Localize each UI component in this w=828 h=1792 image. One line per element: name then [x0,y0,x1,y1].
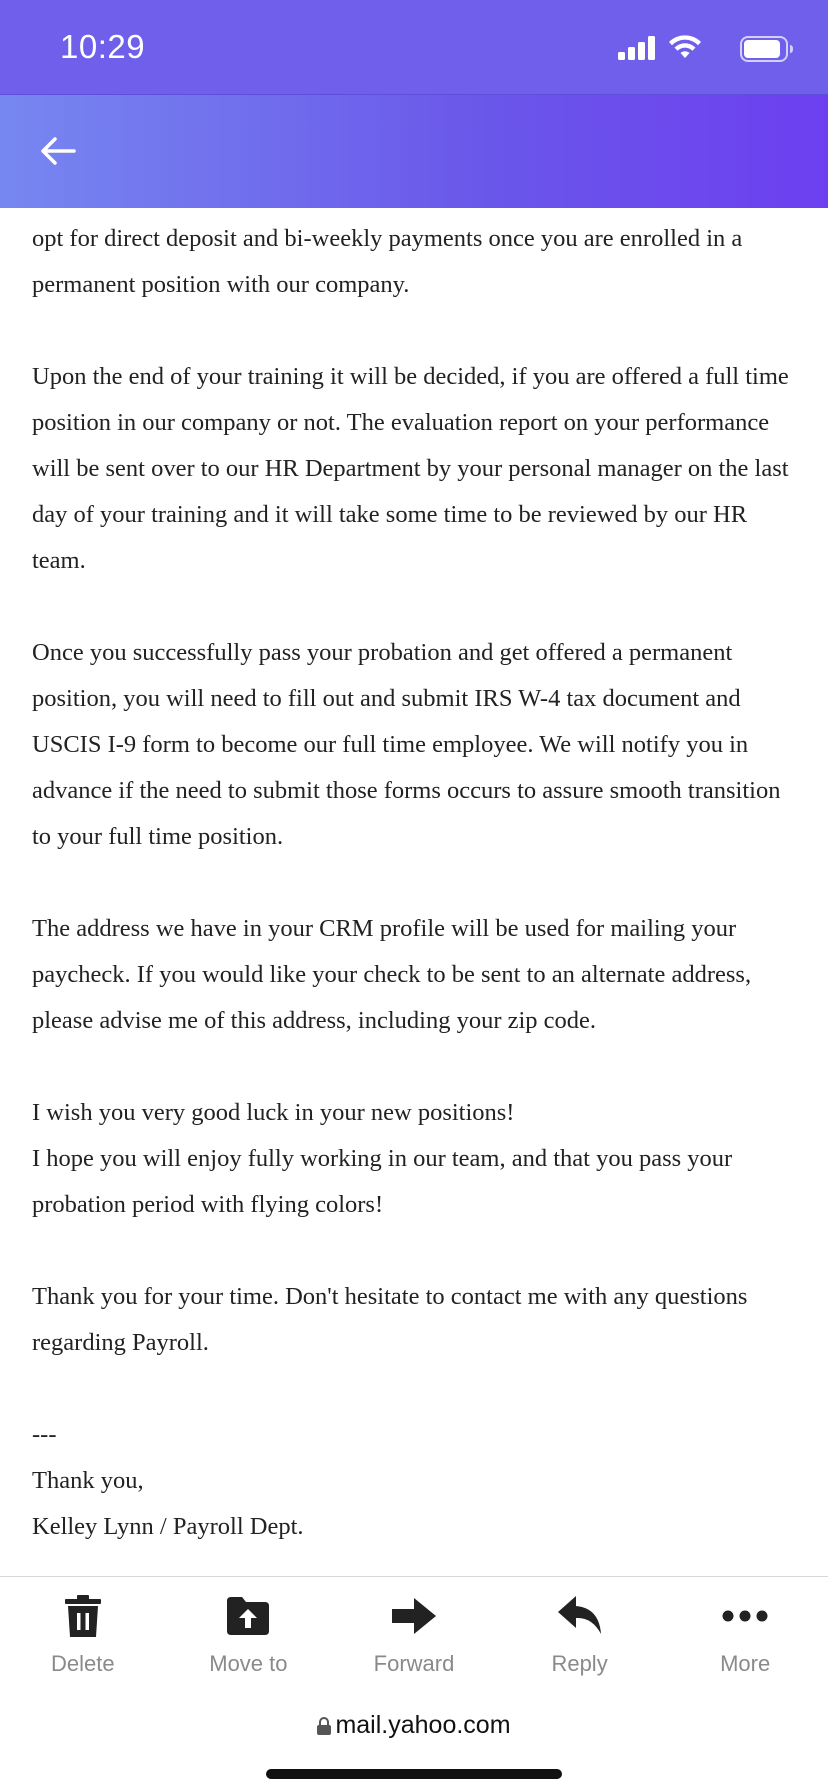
email-paragraph: The address we have in your CRM profile will be used for mailing your paycheck. If you would like your check to be sent to an alternate address, please advise me of this address, including your zip code. [32,915,752,1034]
email-body [32,170,802,1550]
url-text: mail.yahoo.com [335,1711,511,1739]
more-dots-icon [722,1593,768,1639]
email-action-toolbar [0,1576,828,1690]
move-to-label: Move to [209,1651,288,1676]
email-paragraph: Once you successfully pass your probation and get offered a permanent position, you will need to fill out and submit IRS W-4 tax document and USCIS I-9 form to become our full time employee. We will notify you in advance if the need to submit those forms occurs to assure smooth transition to your full time position. [32,639,781,850]
browser-url-bar[interactable] [0,1689,828,1792]
email-separator: --- [32,1421,57,1448]
trash-icon [60,1593,106,1639]
status-icons [614,32,794,66]
wifi-icon [668,34,702,60]
folder-move-icon [225,1593,271,1639]
reply-label: Reply [551,1651,608,1676]
more-label: More [720,1651,771,1676]
signal-icon [618,36,658,60]
email-wish-line: I hope you will enjoy fully working in our team, and that you pass your probation period with flying colors! [32,1145,733,1218]
arrow-left-icon [40,136,76,166]
move-to-button[interactable] [166,1577,332,1689]
home-indicator [266,1769,562,1779]
status-bar [0,0,828,95]
more-button[interactable] [662,1577,828,1689]
forward-arrow-icon [391,1593,437,1639]
back-button[interactable] [30,123,86,179]
app-header [0,95,828,208]
status-time: 10:29 [60,28,146,65]
email-paragraph: Upon the end of your training it will be decided, if you are offered a full time position in our company or not. The evaluation report on your performance will be sent over to our HR Department by your personal manager on the last day of your training and it will take some time to be reviewed by our HR team. [32,363,789,574]
email-wish-line: I wish you very good luck in your new positions! [32,1099,515,1126]
email-signature: Kelley Lynn / Payroll Dept. [32,1513,304,1540]
reply-button[interactable] [497,1577,663,1689]
forward-button[interactable] [331,1577,497,1689]
delete-button[interactable] [0,1577,166,1689]
battery-icon [740,36,794,62]
email-thanks-paragraph: Thank you for your time. Don't hesitate to contact me with any questions regarding Payroll. [32,1283,748,1356]
delete-label: Delete [51,1651,115,1676]
email-paragraph: opt for direct deposit and bi-weekly payments once you are enrolled in a permanent position with our company. [32,225,743,298]
email-signoff: Thank you, [32,1467,144,1494]
reply-arrow-icon [557,1593,603,1639]
forward-label: Forward [373,1651,455,1676]
lock-icon [317,1717,331,1735]
